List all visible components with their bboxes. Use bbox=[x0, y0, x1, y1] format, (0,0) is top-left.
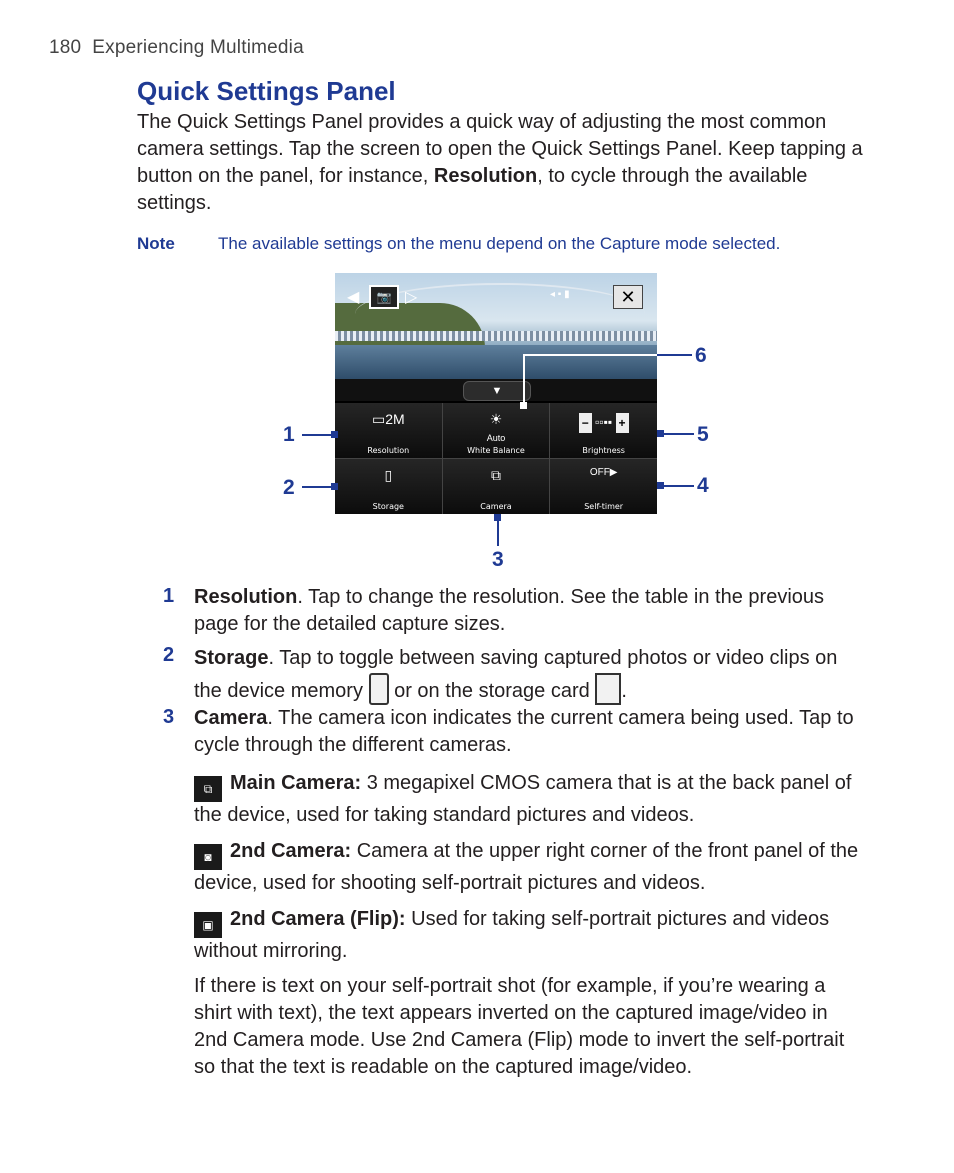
storage-button[interactable] bbox=[335, 459, 442, 514]
self-timer-label: Self-timer bbox=[584, 502, 624, 511]
status-icons: ◂ ▪ ▮ bbox=[550, 289, 570, 300]
intro-text-2: , to cycle through the available settings. bbox=[137, 165, 808, 214]
sun-icon: ☀ Auto bbox=[486, 411, 506, 443]
section-title: Experiencing Multimedia bbox=[92, 37, 304, 58]
intro-text-1: The Quick Settings Panel provides a quick way of adjusting the most common camera settings. Tap the screen to open the Quick Settings Panel. Keep tapping a button on the panel, for instance, bbox=[137, 111, 863, 187]
note-label: Note bbox=[137, 234, 175, 253]
camera-topbar bbox=[335, 283, 657, 309]
resolution-icon: ▭2M bbox=[371, 411, 405, 427]
item-resolution: Resolution. Tap to change the resolution. See the table in the previous page for the detailed capture sizes. bbox=[194, 586, 825, 635]
self-timer-button[interactable] bbox=[550, 459, 657, 514]
resolution-button[interactable] bbox=[335, 403, 442, 458]
callout-2: 2 bbox=[283, 476, 295, 499]
resolution-label: Resolution bbox=[367, 446, 410, 455]
brightness-minus-button[interactable]: − bbox=[579, 413, 592, 433]
storage-card-icon bbox=[595, 673, 621, 705]
camera-label: Camera bbox=[480, 502, 512, 511]
brightness-plus-button[interactable]: + bbox=[616, 413, 629, 433]
item-number-2: 2 bbox=[163, 644, 175, 666]
viewfinder-image bbox=[335, 273, 657, 379]
item-number-3: 3 bbox=[163, 706, 175, 728]
next-mode-icon[interactable]: ▷ bbox=[405, 289, 418, 306]
callout-5: 5 bbox=[697, 423, 709, 446]
brightness-control[interactable] bbox=[550, 403, 657, 458]
main-camera-icon: ⧉ bbox=[194, 776, 222, 802]
quick-settings-grid bbox=[335, 403, 657, 514]
callout-4: 4 bbox=[697, 474, 709, 497]
timer-icon: OFF▶ bbox=[589, 467, 618, 478]
collapse-panel-button[interactable]: ▼ bbox=[463, 381, 531, 401]
second-camera-desc: ◙ 2nd Camera: Camera at the upper right corner of the front panel of the device, used for shooting self-portrait pictures and videos. bbox=[194, 840, 859, 894]
storage-icon: ▯ bbox=[384, 467, 393, 483]
page-number: 180 bbox=[49, 37, 82, 58]
close-button[interactable]: ✕ bbox=[613, 285, 643, 309]
camera-screenshot bbox=[335, 273, 657, 514]
flip-camera-desc: ▣ 2nd Camera (Flip): Used for taking self-portrait pictures and videos without mirroring. bbox=[194, 908, 830, 962]
panel-toggle-strip bbox=[335, 379, 657, 401]
callout-1: 1 bbox=[283, 423, 295, 446]
white-balance-label: White Balance bbox=[467, 446, 525, 455]
brightness-label: Brightness bbox=[582, 446, 625, 455]
capture-mode-icon[interactable]: 📷 bbox=[369, 285, 399, 309]
camera-button[interactable] bbox=[443, 459, 550, 514]
intro-paragraph bbox=[137, 109, 867, 217]
callout-3: 3 bbox=[492, 548, 504, 571]
second-camera-icon: ◙ bbox=[194, 844, 222, 870]
intro-bold: Resolution bbox=[433, 165, 538, 187]
main-camera-desc: ⧉ Main Camera: 3 megapixel CMOS camera that is at the back panel of the device, used for taking standard pictures and videos. bbox=[194, 772, 852, 826]
brightness-level-icon: ▫▫▪▪ bbox=[595, 415, 613, 430]
white-balance-button[interactable] bbox=[443, 403, 550, 458]
camera-icon: ⧉ bbox=[490, 467, 501, 483]
page-title: Quick Settings Panel bbox=[137, 76, 396, 106]
item-number-1: 1 bbox=[163, 585, 175, 607]
closing-paragraph: If there is text on your self-portrait shot (for example, if you’re wearing a shirt with text), the text appears inverted on the captured image/video in 2nd Camera mode. Use 2nd Camera (Flip) mode to invert the self-portrait so that the text is readable on the captured image/video. bbox=[194, 975, 845, 1078]
page-header bbox=[49, 37, 304, 59]
storage-label: Storage bbox=[372, 502, 404, 511]
flip-camera-icon: ▣ bbox=[194, 912, 222, 938]
item-storage: Storage. Tap to toggle between saving captured photos or video clips on the device memory or on the storage card . bbox=[194, 643, 864, 706]
prev-mode-icon[interactable]: ◀ bbox=[347, 289, 360, 306]
device-memory-icon bbox=[369, 673, 389, 705]
item-camera: Camera. The camera icon indicates the current camera being used. Tap to cycle through the different cameras. bbox=[194, 707, 854, 756]
callout-6: 6 bbox=[695, 344, 707, 367]
note-text: The available settings on the menu depend on the Capture mode selected. bbox=[218, 234, 781, 253]
